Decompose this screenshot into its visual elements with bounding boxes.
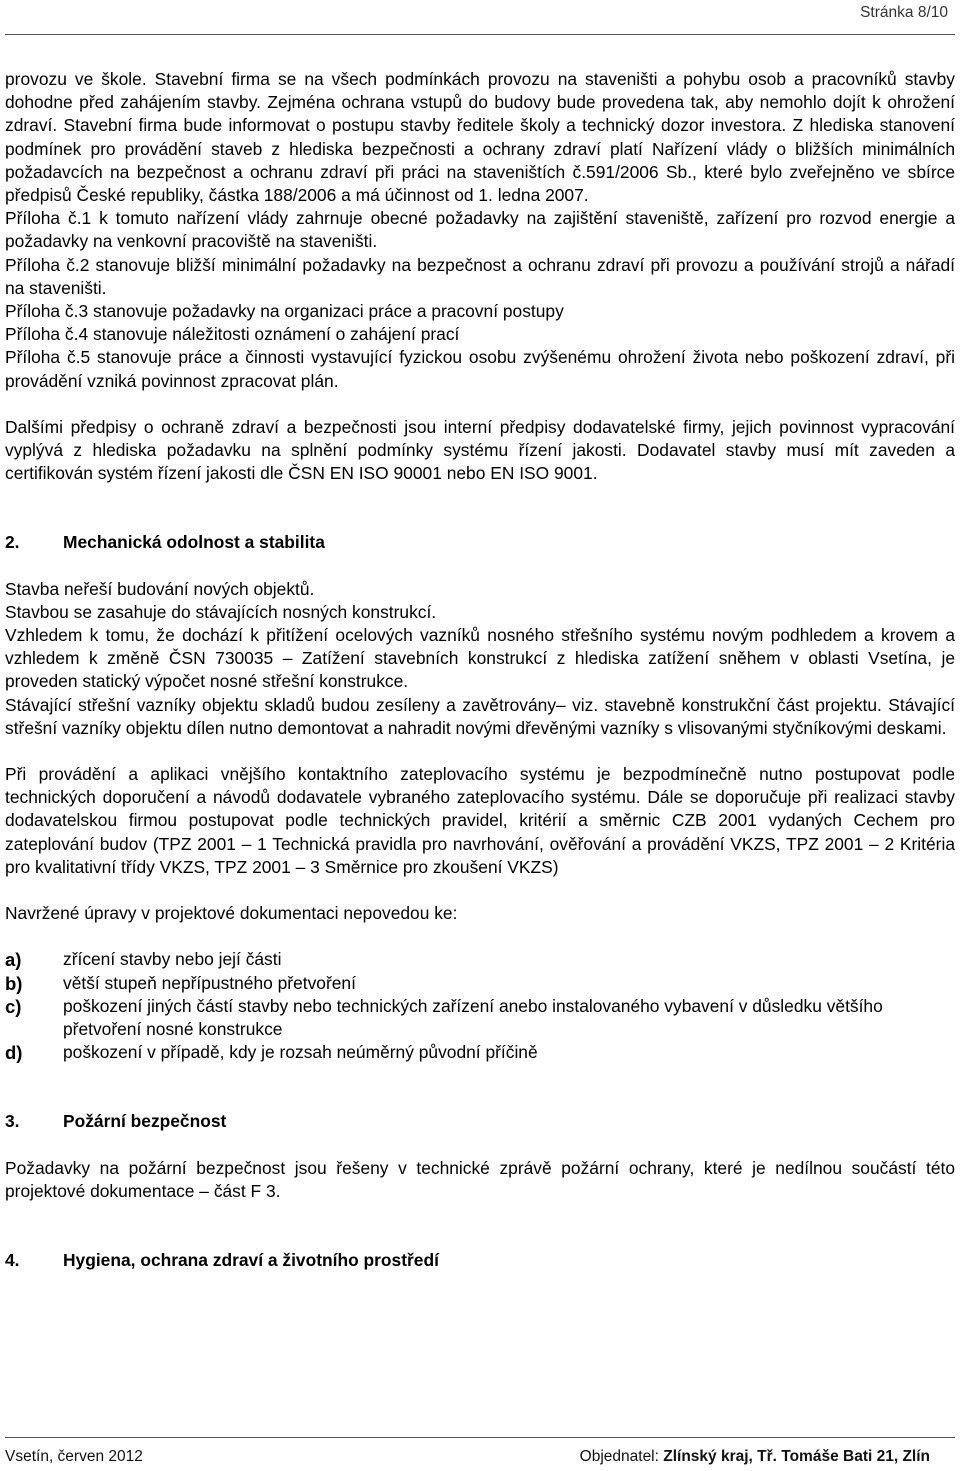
- regulations-paragraph: Dalšími předpisy o ochraně zdraví a bezpečnosti jsou interní předpisy dodavatelské firmy, jejich povinnost vypracování vyplývá z hlediska požadavku na splnění podmínky systému řízení jakosti. Dodavatel stavby musí mít zaveden a certifikován systém řízení jakosti dle ČSN EN ISO 90001 nebo EN ISO 9001.: [5, 416, 955, 484]
- section-2-title: Mechanická odolnost a stabilita: [63, 532, 325, 553]
- section-3-number: 3.: [5, 1111, 20, 1132]
- section-3-heading: [5, 1110, 955, 1133]
- annex-5: Příloha č.5 stanovuje práce a činnosti vystavující fyzickou osobu zvýšenému ohrožení života nebo poškození zdraví, při provádění vzniká povinnost zpracovat plán.: [5, 347, 955, 391]
- section-2-paragraph-1: Vzhledem k tomu, že dochází k přitížení ocelových vazníků nosného střešního systému novým podhledem a krovem a vzhledem k změně ČSN 730035 – Zatížení stavebních konstrukcí z hlediska zatížení sněhem v oblasti Vsetína, je proveden statický výpočet nosné střešní konstrukce.: [5, 625, 955, 692]
- list-item: [5, 948, 955, 971]
- header-divider: [5, 34, 955, 35]
- list-item: [5, 1041, 955, 1064]
- list-text: zřícení stavby nebo její části: [63, 949, 282, 970]
- section-3-paragraph: Požadavky na požární bezpečnost jsou řešeny v technické zprávě požární ochrany, které je nedílnou součástí této projektové dokumentace – část F 3.: [5, 1157, 955, 1201]
- section-4-heading: [5, 1249, 955, 1272]
- list-marker: d): [5, 1042, 23, 1064]
- annex-2: Příloha č.2 stanovuje bližší minimální požadavky na bezpečnost a ochranu zdraví při provozu a používání strojů a nářadí na staveništi.: [5, 254, 955, 298]
- document-body: [5, 68, 955, 1272]
- list-marker: b): [5, 972, 23, 994]
- annex-1: Příloha č.1 k tomuto nařízení vlády zahrnuje obecné požadavky na zajištění staveniště, zařízení pro rozvod energie a požadavky na venkovní pracoviště na staveništi.: [5, 208, 955, 252]
- section-2-paragraph-3: Při provádění a aplikaci vnějšího kontaktního zateplovacího systému je bezpodmínečně nutno postupovat podle technických doporučení a návodů dodavatele vybraného zateplovacího systému. Dále se doporučuje při realizaci stavby dodavatelskou firmou postupovat podle technických pravidel, kritérií a směrnic CZB 2001 vydaných Cechem pro zateplování budov (TPZ 2001 – 1 Technická pravidla pro navrhování, ověřování a provádění VKZS, TPZ 2001 – 2 Kritéria pro kvalitativní třídy VKZS, TPZ 2001 – 3 Směrnice pro zkoušení VKZS): [5, 764, 955, 877]
- annex-4: Příloha č.4 stanovuje náležitosti oznámení o zahájení prací: [5, 324, 460, 345]
- footer-place-date: Vsetín, červen 2012: [5, 1448, 143, 1465]
- list-text: poškození jiných částí stavby nebo technických zařízení anebo instalovaného vybavení v důsledku většího přetvoření nosné konstrukce: [63, 995, 883, 1039]
- section-2-number: 2.: [5, 532, 20, 553]
- footer-client-value: Zlínský kraj, Tř. Tomáše Bati 21, Zlín: [663, 1448, 930, 1465]
- section-2-paragraph-2: Stávající střešní vazníky objektu skladů budou zesíleny a zavětrovány– viz. stavebně konstrukční část projektu. Stávající střešní vazníky objektu dílen nutno demontovat a nahradit novými dřevěnými vazníky s vlisovanými styčníkovými deskami.: [5, 694, 955, 738]
- list-intro: Navržené úpravy v projektové dokumentaci nepovedou ke:: [5, 903, 458, 924]
- footer-client-label: Objednatel:: [579, 1448, 659, 1465]
- section-3-title: Požární bezpečnost: [63, 1111, 227, 1132]
- footer-divider: [5, 1437, 955, 1438]
- page-number: Stránka 8/10: [860, 4, 948, 21]
- list-item: [5, 972, 955, 995]
- section-4-title: Hygiena, ochrana zdraví a životního prostředí: [63, 1249, 439, 1270]
- footer-client: [580, 1448, 930, 1466]
- list-marker: c): [5, 995, 22, 1017]
- list-item: [5, 995, 955, 1041]
- list-marker: a): [5, 949, 22, 971]
- section-2-line-1: Stavba neřeší budování nových objektů.: [5, 578, 315, 599]
- section-2-line-2: Stavbou se zasahuje do stávajících nosných konstrukcí.: [5, 601, 437, 622]
- section-4-number: 4.: [5, 1249, 20, 1270]
- intro-paragraph: provozu ve škole. Stavební firma se na všech podmínkách provozu na staveništi a pohybu osob a pracovníků stavby dohodne před zahájením stavby. Zejména ochrana vstupů do budovy bude provedena tak, aby nemohlo dojít k ohrožení zdraví. Stavební firma bude informovat o postupu stavby ředitele školy a technický dozor investora. Z hlediska stanovení podmínek pro provádění staveb z hlediska bezpečnosti a ochrany zdraví platí Nařízení vlády o bližších minimálních požadavcích na bezpečnost a ochranu zdraví při práci na staveništích č.591/2006 Sb., které bylo zveřejněno ve sbírce předpisů České republiky, částka 188/2006 a má účinnost od 1. ledna 2007.: [5, 69, 955, 206]
- list-text: poškození v případě, kdy je rozsah neúměrný původní příčině: [63, 1042, 538, 1063]
- section-2-heading: [5, 531, 955, 554]
- list-text: větší stupeň nepřípustného přetvoření: [63, 972, 356, 993]
- annex-3: Příloha č.3 stanovuje požadavky na organizaci práce a pracovní postupy: [5, 301, 564, 322]
